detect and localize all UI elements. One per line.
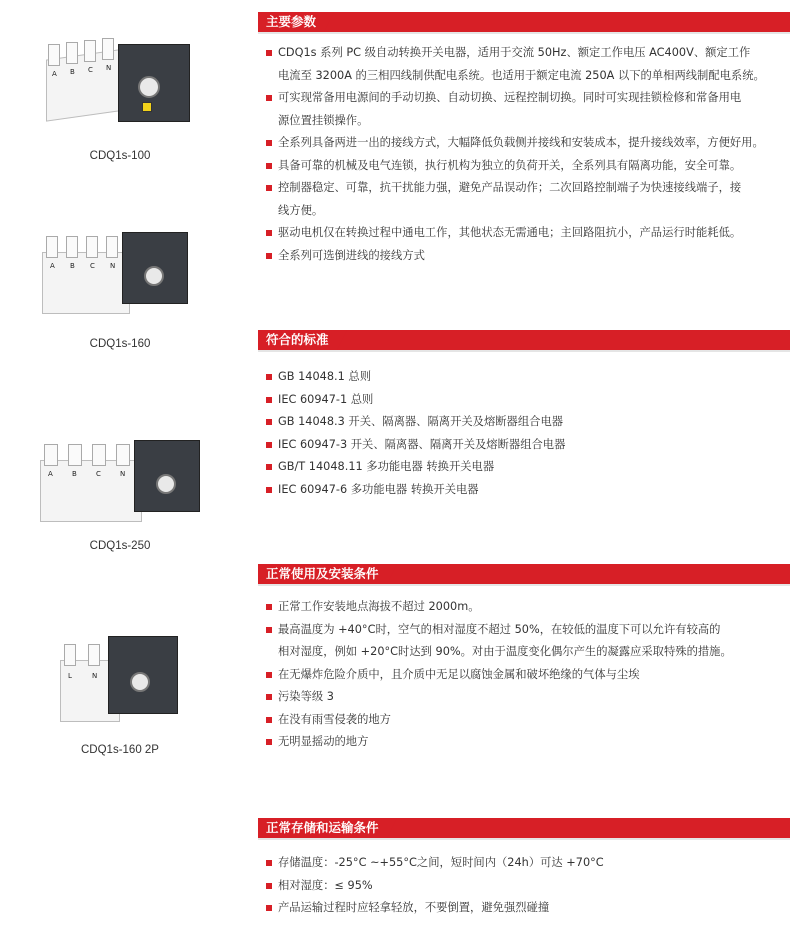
- list-item: IEC 60947-6 多功能电器 转换开关电器: [266, 479, 786, 502]
- param-list: [266, 42, 786, 267]
- bullet-icon: [266, 50, 272, 56]
- bullet-icon: [266, 883, 272, 889]
- list-item: 污染等级 3: [266, 686, 786, 709]
- product-image: [38, 40, 198, 130]
- list-item: 最高温度为 +40°C时，空气的相对湿度不超过 50%，在较低的温度下可以允许有较高的: [266, 619, 786, 642]
- section-header: [258, 12, 790, 32]
- usage-list: [266, 596, 786, 754]
- bullet-icon: [266, 627, 272, 633]
- phase-label: N: [92, 672, 98, 680]
- list-item: 在无爆炸危险介质中，且介质中无足以腐蚀金属和破坏绝缘的气体与尘埃: [266, 664, 786, 687]
- storage-list: [266, 852, 786, 920]
- list-item: 无明显摇动的地方: [266, 731, 786, 754]
- list-item: 具备可靠的机械及电气连锁，执行机构为独立的负荷开关，全系列具有隔离功能，安全可靠。: [266, 155, 786, 178]
- bullet-icon: [266, 374, 272, 380]
- bullet-icon: [266, 253, 272, 259]
- section-storage: [258, 818, 790, 914]
- list-item: 相对湿度：≤ 95%: [266, 875, 786, 898]
- list-item: 存储温度：-25°C ~+55°C之间，短时间内（24h）可达 +70°C: [266, 852, 786, 875]
- list-item: 全系列具备两进一出的接线方式，大幅降低负载侧并接线和安装成本，提升接线效率，方便好用。: [266, 132, 786, 155]
- bullet-icon: [266, 140, 272, 146]
- product-image: [40, 632, 200, 732]
- phase-label: L: [68, 672, 72, 680]
- bullet-icon: [266, 487, 272, 493]
- section-title: 符合的标准: [258, 330, 337, 350]
- bullet-icon: [266, 672, 272, 678]
- bullet-icon: [266, 464, 272, 470]
- phase-label: N: [120, 470, 126, 478]
- list-item: GB 14048.3 开关、隔离器、隔离开关及熔断器组合电器: [266, 411, 786, 434]
- list-item-continued: 线方便。: [278, 203, 324, 217]
- standards-list: [266, 366, 786, 501]
- product-image: [38, 230, 198, 320]
- bullet-icon: [266, 442, 272, 448]
- section-main-params: [258, 12, 790, 262]
- bullet-icon: [266, 739, 272, 745]
- list-item-continued: 源位置挂锁操作。: [278, 113, 369, 127]
- section-standards: [258, 330, 790, 496]
- bullet-icon: [266, 694, 272, 700]
- product-image: [36, 438, 206, 528]
- bullet-icon: [266, 163, 272, 169]
- bullet-icon: [266, 230, 272, 236]
- list-item: 全系列可选倒进线的接线方式: [266, 245, 786, 268]
- phase-label: C: [90, 262, 95, 270]
- product-caption: CDQ1s-160 2P: [81, 744, 159, 756]
- bullet-icon: [266, 905, 272, 911]
- product-caption: CDQ1s-160: [89, 338, 151, 350]
- section-usage: [258, 564, 790, 748]
- list-item: IEC 60947-3 开关、隔离器、隔离开关及熔断器组合电器: [266, 434, 786, 457]
- phase-label: C: [96, 470, 101, 478]
- bullet-icon: [266, 604, 272, 610]
- bullet-icon: [266, 419, 272, 425]
- list-item: IEC 60947-1 总则: [266, 389, 786, 412]
- list-item: GB 14048.1 总则: [266, 366, 786, 389]
- list-item-continued: 相对湿度，例如 +20°C时达到 90%。对由于温度变化偶尔产生的凝露应采取特殊的措施。: [278, 645, 732, 658]
- bullet-icon: [266, 860, 272, 866]
- section-title: 主要参数: [258, 12, 324, 32]
- list-item-continued: 电流至 3200A 的三相四线制供配电系统。也适用于额定电流 250A 以下的单相两线制配电系统。: [278, 68, 765, 82]
- product-caption: CDQ1s-250: [89, 540, 151, 552]
- bullet-icon: [266, 397, 272, 403]
- list-item: CDQ1s 系列 PC 级自动转换开关电器，适用于交流 50Hz、额定工作电压 AC400V、额定工作: [266, 42, 786, 65]
- phase-label: A: [48, 470, 53, 478]
- phase-label: N: [110, 262, 116, 270]
- phase-label: C: [88, 66, 93, 74]
- section-title: 正常存储和运输条件: [258, 818, 387, 838]
- section-title: 正常使用及安装条件: [258, 564, 387, 584]
- list-item: 可实现常备用电源间的手动切换、自动切换、远程控制切换。同时可实现挂锁检修和常备用电: [266, 87, 786, 110]
- list-item: 在没有雨雪侵袭的地方: [266, 709, 786, 732]
- list-item: GB/T 14048.11 多功能电器 转换开关电器: [266, 456, 786, 479]
- list-item: 驱动电机仅在转换过程中通电工作，其他状态无需通电；主回路阻抗小，产品运行时能耗低。: [266, 222, 786, 245]
- phase-label: A: [50, 262, 55, 270]
- product-caption: CDQ1s-100: [89, 150, 151, 162]
- bullet-icon: [266, 185, 272, 191]
- phase-label: A: [52, 70, 57, 78]
- phase-label: B: [70, 68, 75, 76]
- list-item: 正常工作安装地点海拔不超过 2000m。: [266, 596, 786, 619]
- bullet-icon: [266, 717, 272, 723]
- section-header: [258, 818, 790, 838]
- list-item: 产品运输过程时应轻拿轻放，不要倒置，避免强烈碰撞: [266, 897, 786, 920]
- phase-label: B: [70, 262, 75, 270]
- bullet-icon: [266, 95, 272, 101]
- list-item: 控制器稳定、可靠，抗干扰能力强，避免产品误动作；二次回路控制端子为快速接线端子，接: [266, 177, 786, 200]
- phase-label: N: [106, 64, 112, 72]
- section-header: [258, 330, 790, 350]
- section-header: [258, 564, 790, 584]
- phase-label: B: [72, 470, 77, 478]
